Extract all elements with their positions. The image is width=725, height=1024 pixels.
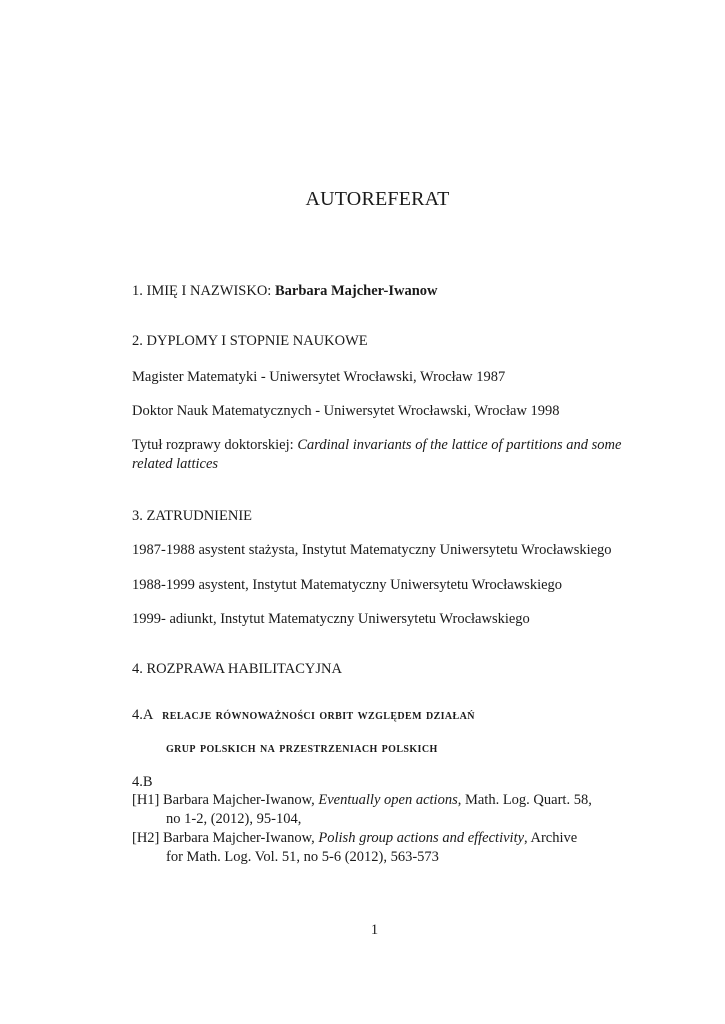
employment-item-3: 1999- adiunkt, Instytut Matematyczny Uniwersytetu Wrocławskiego <box>132 611 530 627</box>
reference-h2 <box>132 829 652 867</box>
reference-title: Polish group actions and effectivity <box>318 830 525 846</box>
reference-title: Eventually open actions <box>318 792 458 808</box>
reference-tag: [H1] <box>132 792 160 808</box>
reference-tag: [H2] <box>132 830 160 846</box>
document-title: AUTOREFERAT <box>305 188 450 210</box>
section-3-heading: 3. ZATRUDNIENIE <box>132 508 253 524</box>
reference-h1 <box>132 791 652 829</box>
section-4a-label: 4.A <box>132 707 153 723</box>
employment-item-2: 1988-1999 asystent, Instytut Matematyczny Uniwersytetu Wrocławskiego <box>132 577 563 593</box>
reference-source-continuation: no 1-2, (2012), 95-104, <box>166 811 302 827</box>
reference-author: Barbara Majcher-Iwanow, <box>163 830 315 846</box>
thesis-prefix: Tytuł rozprawy doktorskiej: <box>132 437 294 453</box>
section-2-heading: 2. DYPLOMY I STOPNIE NAUKOWE <box>132 333 368 349</box>
habilitation-title-line-2 <box>166 738 438 758</box>
author-name: Barbara Majcher-Iwanow <box>274 283 438 299</box>
habilitation-title-part-1: relacje równoważności orbit względem działań <box>162 707 475 723</box>
habilitation-title-part-2: grup polskich na przestrzeniach polskich <box>166 740 438 756</box>
degree-master: Magister Matematyki - Uniwersytet Wrocławski, Wrocław 1987 <box>132 369 506 385</box>
employment-item-1: 1987-1988 asystent stażysta, Instytut Matematyczny Uniwersytetu Wrocławskiego <box>132 542 612 558</box>
section-4-heading: 4. ROZPRAWA HABILITACYJNA <box>132 661 342 677</box>
degree-doctor: Doktor Nauk Matematycznych - Uniwersytet Wrocławski, Wrocław 1998 <box>132 403 560 419</box>
reference-source: , Archive <box>524 830 578 846</box>
thesis-title: Cardinal invariants of the lattice of partitions and some related lattices <box>132 437 622 472</box>
habilitation-title-line-1 <box>132 705 475 725</box>
section-1-heading: 1. IMIĘ I NAZWISKO: <box>132 283 272 299</box>
page-number: 1 <box>370 922 379 938</box>
section-4b-label: 4.B <box>132 774 153 790</box>
thesis-title-paragraph <box>132 436 632 474</box>
reference-author: Barbara Majcher-Iwanow, <box>163 792 315 808</box>
reference-source-continuation: for Math. Log. Vol. 51, no 5-6 (2012), 563-573 <box>166 849 439 865</box>
section-name <box>132 281 438 301</box>
reference-source: , Math. Log. Quart. 58, <box>457 792 592 808</box>
